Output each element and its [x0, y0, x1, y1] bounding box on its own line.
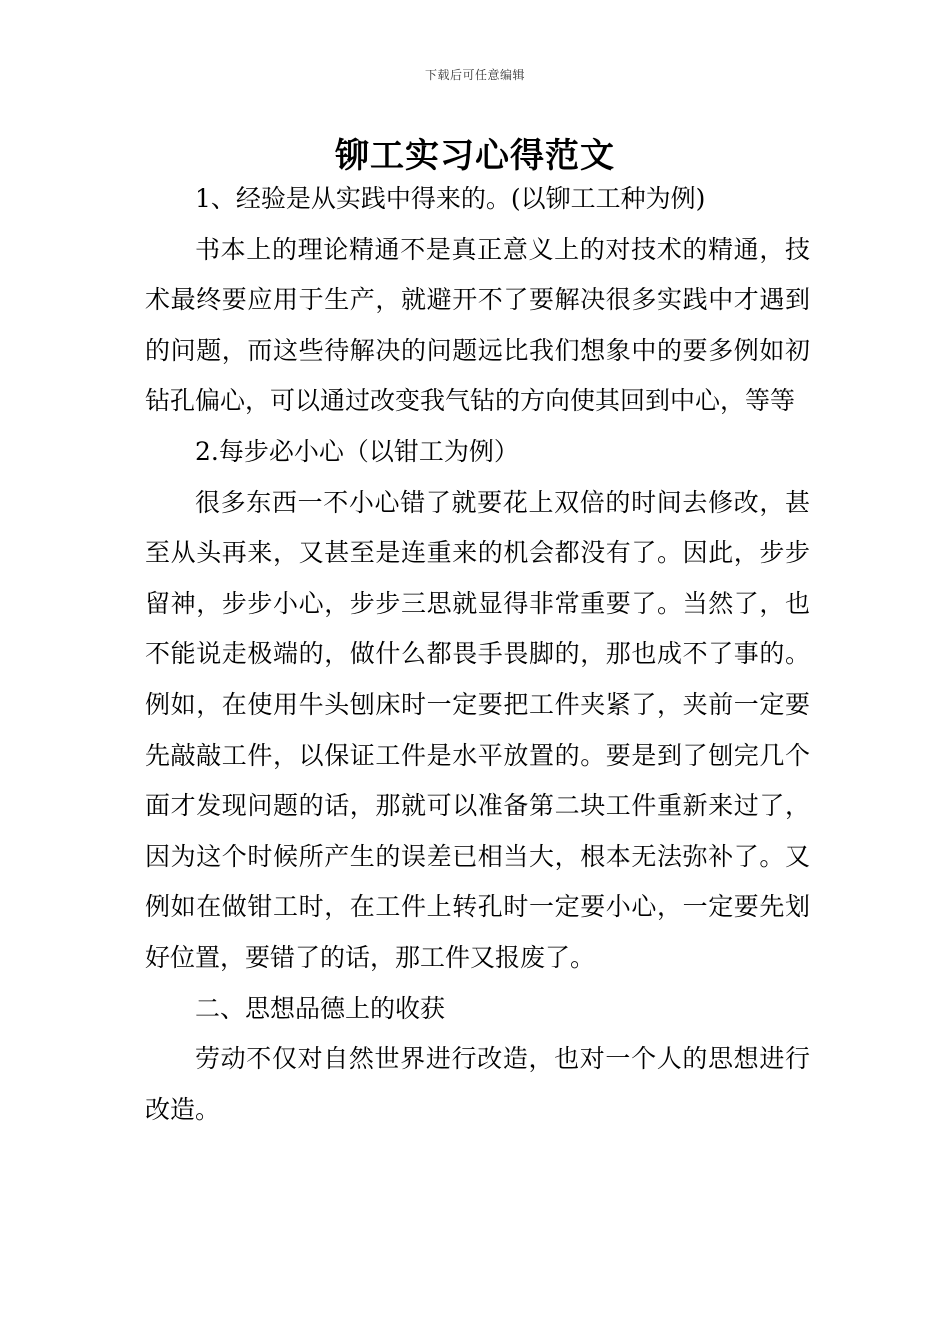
- document-title: 铆工实习心得范文: [335, 136, 615, 176]
- paragraph-labor: 劳动不仅对自然世界进行改造，也对一个人的思想进行改造。: [145, 1044, 810, 1124]
- paragraph-theory-practice: 书本上的理论精通不是真正意义上的对技术的精通，技术最终要应用于生产，就避开不了要解决很多实践中才遇到的问题，而这些待解决的问题远比我们想象中的要多例如初钻孔偏心，可以通过改变我气钻的方向使其回到中心，等等: [145, 234, 810, 416]
- section-heading-moral: 二、思想品德上的收获: [195, 993, 446, 1023]
- header-note: 下载后可任意编辑: [424, 68, 525, 82]
- section-heading-careful: 2.每步必小心（以钳工为例）: [195, 436, 519, 466]
- section-heading-experience: 1、经验是从实践中得来的。(以铆工工种为例): [195, 184, 706, 213]
- document-body: [145, 174, 810, 1135]
- paragraph-careful-examples: 很多东西一不小心错了就要花上双倍的时间去修改，甚至从头再来，又甚至是连重来的机会都没有了。因此，步步留神，步步小心，步步三思就显得非常重要了。当然了，也不能说走极端的，做什么都畏手畏脚的，那也成不了事的。例如，在使用牛头刨床时一定要把工件夹紧了，夹前一定要先敲敲工件，以保证工件是水平放置的。要是到了刨完几个面才发现问题的话，那就可以准备第二块工件重新来过了，因为这个时候所产生的误差已相当大，根本无法弥补了。又例如在做钳工时，在工件上转孔时一定要小心，一定要先划好位置，要错了的话，那工件又报废了。: [145, 487, 810, 972]
